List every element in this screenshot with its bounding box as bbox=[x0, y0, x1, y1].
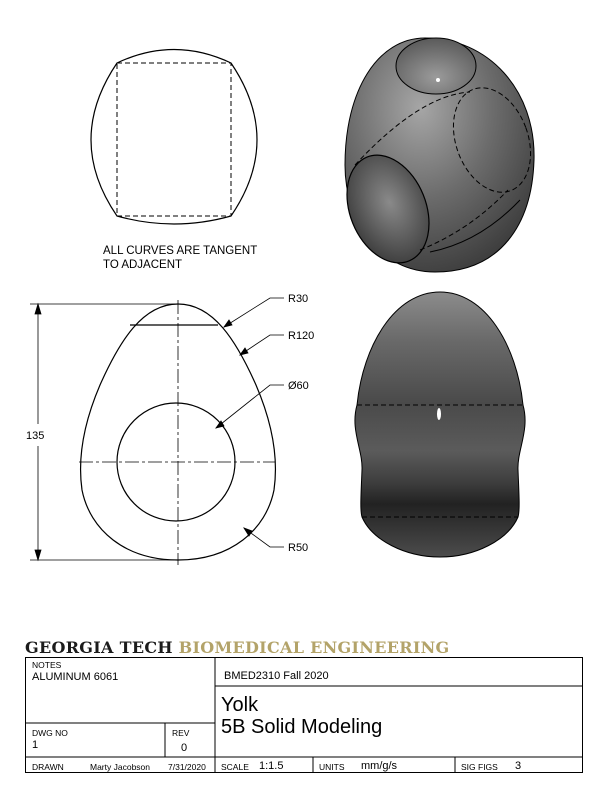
dimension-height bbox=[30, 304, 178, 560]
leader-r50 bbox=[244, 528, 284, 547]
org-name-georgia-tech: GEORGIA TECH bbox=[25, 638, 173, 657]
dwg-no-label: DWG NO bbox=[32, 728, 68, 738]
iso-top-cap bbox=[396, 38, 476, 94]
drawn-by-value: Marty Jacobson bbox=[90, 762, 150, 772]
dwg-no-value: 1 bbox=[32, 739, 39, 751]
part-subtitle: 5B Solid Modeling bbox=[221, 716, 383, 738]
part-title: Yolk bbox=[221, 694, 259, 716]
iso-highlight bbox=[436, 78, 440, 82]
scale-value: 1:1.5 bbox=[259, 760, 284, 772]
dim-dia60-label: Ø60 bbox=[288, 380, 309, 392]
dim-r50-label: R50 bbox=[288, 542, 309, 554]
top-view-hidden-bore bbox=[117, 63, 231, 216]
organization-header bbox=[25, 638, 450, 657]
top-view bbox=[91, 50, 257, 225]
notes-label: NOTES bbox=[32, 660, 62, 670]
isometric-view bbox=[332, 38, 545, 275]
title-block bbox=[25, 657, 583, 773]
course-value: BMED2310 Fall 2020 bbox=[224, 670, 329, 682]
rev-label: REV bbox=[172, 728, 190, 738]
units-value: mm/g/s bbox=[361, 760, 398, 772]
dim-r30-label: R30 bbox=[288, 293, 309, 305]
leader-r120 bbox=[240, 335, 284, 355]
scale-label: SCALE bbox=[221, 762, 249, 772]
dim-r120-label: R120 bbox=[288, 330, 315, 342]
sigfigs-value: 3 bbox=[515, 760, 522, 772]
front-shaded-view bbox=[355, 292, 525, 557]
front-view bbox=[79, 300, 275, 565]
leader-dia60 bbox=[216, 385, 284, 428]
dim-height-label: 135 bbox=[26, 430, 45, 442]
rev-value: 0 bbox=[181, 742, 188, 754]
leader-r30 bbox=[224, 298, 284, 327]
top-view-outline bbox=[91, 50, 257, 225]
sigfigs-label: SIG FIGS bbox=[461, 762, 498, 772]
front-shaded-highlight bbox=[437, 408, 441, 420]
drawn-date-value: 7/31/2020 bbox=[168, 762, 206, 772]
tangent-note-line2: TO ADJACENT bbox=[103, 259, 183, 271]
drawn-label: DRAWN bbox=[32, 762, 64, 772]
tangent-note-line1: ALL CURVES ARE TANGENT bbox=[103, 245, 258, 257]
tangent-note bbox=[103, 244, 257, 272]
org-name-bme: BIOMEDICAL ENGINEERING bbox=[178, 638, 450, 657]
material-value: ALUMINUM 6061 bbox=[32, 671, 119, 683]
units-label: UNITS bbox=[319, 762, 345, 772]
